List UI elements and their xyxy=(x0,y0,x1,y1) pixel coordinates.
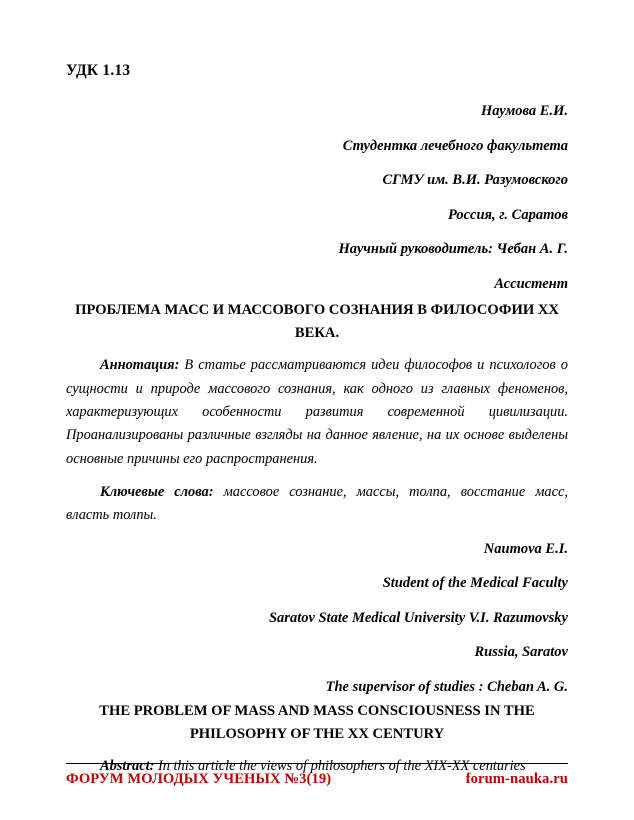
supervisor-ru: Научный руководитель: Чебан А. Г. xyxy=(338,241,568,257)
abstract-text: In this article the views of philosophers of the XIX-XX centuries xyxy=(154,758,526,775)
udk-code: УДК 1.13 xyxy=(66,62,131,79)
author-location-ru: Россия, г. Саратов xyxy=(448,206,568,223)
footer-divider xyxy=(66,763,568,764)
author-affiliation-en: Student of the Medical Faculty xyxy=(382,575,568,592)
keywords-text: массовое сознание, массы, толпа, восстание масс, власть толпы. xyxy=(66,483,568,524)
annotation-text: В статье рассматриваются идеи философов и психологов о сущности и природе массового сознания, как одного из главных феноменов, характеризующих особенности развития современной цивилизации. Проанализированы различные взгляды на данное явление, на их основе выделены основные причины его распространения. xyxy=(66,357,568,467)
page-footer xyxy=(66,763,568,788)
annotation-paragraph xyxy=(66,354,568,471)
supervisor-rank-ru: Ассистент xyxy=(494,275,568,292)
article-title-en: THE PROBLEM OF MASS AND MASS CONSCIOUSNESS IN THE PHILOSOPHY OF THE XX CENTURY xyxy=(99,703,535,742)
footer-journal-title: ФОРУМ МОЛОДЫХ УЧЕНЫХ №3(19) xyxy=(66,771,332,787)
abstract-label: Abstract: xyxy=(100,758,155,775)
author-block-ru xyxy=(66,104,568,291)
author-name-en: Naumova E.I. xyxy=(483,540,568,557)
supervisor-en: The supervisor of studies : Cheban A. G. xyxy=(325,678,568,695)
author-location-en: Russia, Saratov xyxy=(474,644,568,661)
author-name-ru: Наумова Е.И. xyxy=(480,103,568,119)
keywords-label: Ключевые слова: xyxy=(100,483,214,500)
author-university-ru: СГМУ им. В.И. Разумовского xyxy=(382,172,568,188)
author-affiliation-ru: Студентка лечебного факультета xyxy=(342,137,568,154)
footer-website[interactable]: forum-nauka.ru xyxy=(465,771,568,787)
author-block-en xyxy=(66,542,568,695)
footer-row xyxy=(66,771,568,788)
article-title-ru: ПРОБЛЕМА МАСС И МАССОВОГО СОЗНАНИЯ В ФИЛОСОФИИ XX ВЕКА. xyxy=(75,302,559,341)
author-university-en: Saratov State Medical University V.I. Razumovsky xyxy=(268,609,568,626)
keywords-paragraph xyxy=(66,481,568,528)
annotation-label: Аннотация: xyxy=(100,357,180,374)
